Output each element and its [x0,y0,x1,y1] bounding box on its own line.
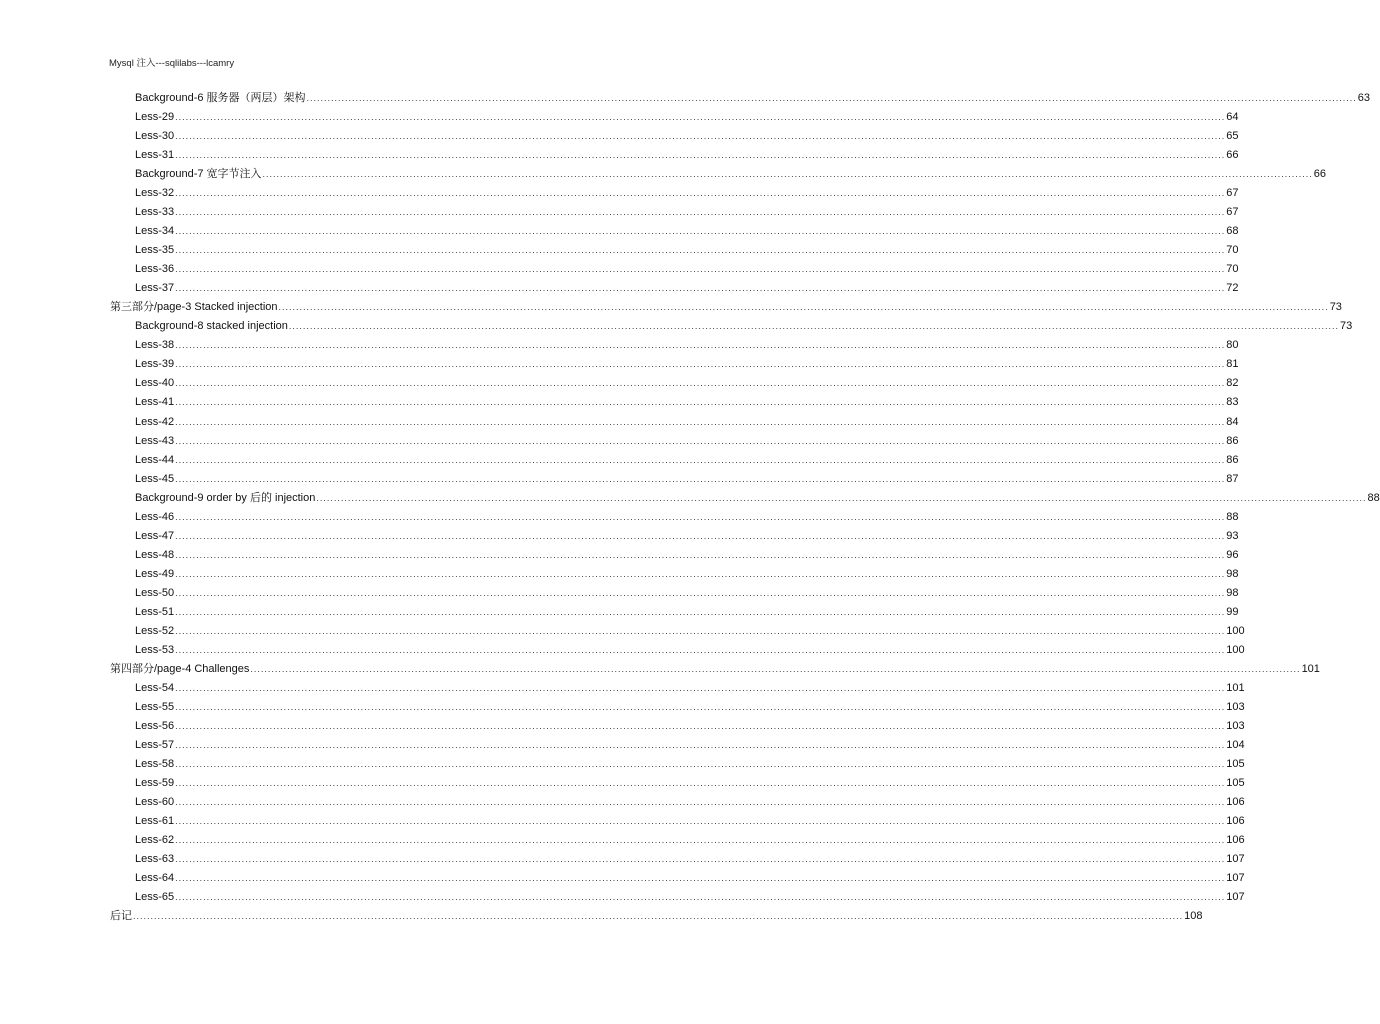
toc-entry[interactable] [135,717,1245,736]
toc-page-number: 106 [1226,815,1245,828]
toc-entry-label: Less-60 [135,796,175,809]
toc-entry-label: 后记 [110,910,132,923]
toc-page-number: 64 [1226,111,1239,124]
toc-entry-label: Less-32 [135,187,175,200]
toc-leader-dots: ............................................................................................................................................................................................................................................................................................................ [175,530,1226,541]
toc-leader-dots: ............................................................................................................................................................................................................................................................................................................ [175,283,1226,294]
toc-page-number: 93 [1226,529,1239,542]
toc-entry[interactable] [135,108,1239,127]
toc-leader-dots: ............................................................................................................................................................................................................................................................................................................ [175,854,1226,865]
toc-entry-label: Background-8 stacked injection [135,320,288,333]
toc-page-number: 87 [1226,472,1239,485]
toc-entry-label: Less-45 [135,472,175,485]
toc-entry[interactable] [135,127,1239,146]
toc-page-number: 101 [1301,662,1320,675]
toc-leader-dots: ............................................................................................................................................................................................................................................................................................................ [175,568,1226,579]
toc-entry[interactable] [135,679,1245,698]
toc-leader-dots: ............................................................................................................................................................................................................................................................................................................ [262,169,1313,180]
toc-leader-dots: ............................................................................................................................................................................................................................................................................................................ [175,511,1226,522]
toc-page-number: 107 [1226,891,1245,904]
toc-entry[interactable] [135,736,1245,755]
toc-entry[interactable] [110,660,1320,679]
toc-leader-dots: ............................................................................................................................................................................................................................................................................................................ [175,131,1226,142]
toc-entry[interactable] [135,89,1370,108]
toc-page-number: 67 [1226,187,1239,200]
toc-leader-dots: ............................................................................................................................................................................................................................................................................................................ [175,644,1226,655]
toc-entry-label: Less-51 [135,605,175,618]
toc-entry-label: Less-56 [135,719,175,732]
toc-leader-dots: ............................................................................................................................................................................................................................................................................................................ [175,720,1226,731]
toc-leader-dots: ............................................................................................................................................................................................................................................................................................................ [175,682,1226,693]
toc-entry-label: Less-39 [135,358,175,371]
toc-leader-dots: ............................................................................................................................................................................................................................................................................................................ [175,378,1226,389]
toc-entry[interactable] [135,812,1245,831]
toc-leader-dots: ............................................................................................................................................................................................................................................................................................................ [175,473,1226,484]
toc-leader-dots: ............................................................................................................................................................................................................................................................................................................ [175,340,1226,351]
toc-page-number: 108 [1184,910,1203,923]
toc-page-number: 88 [1226,510,1239,523]
toc-leader-dots: ............................................................................................................................................................................................................................................................................................................ [175,606,1226,617]
toc-entry[interactable] [135,888,1245,907]
toc-entry[interactable] [135,869,1245,888]
toc-page-number: 105 [1226,758,1245,771]
toc-leader-dots: ............................................................................................................................................................................................................................................................................................................ [288,321,1340,332]
toc-entry-label: Less-30 [135,130,175,143]
toc-entry[interactable] [135,584,1239,603]
toc-leader-dots: ............................................................................................................................................................................................................................................................................................................ [175,188,1226,199]
toc-entry[interactable] [135,470,1239,489]
toc-entry-label: Less-42 [135,415,175,428]
toc-entry[interactable] [135,546,1239,565]
toc-leader-dots: ............................................................................................................................................................................................................................................................................................................ [175,245,1226,256]
toc-page-number: 99 [1226,605,1239,618]
toc-entry-label: Less-37 [135,282,175,295]
toc-entry[interactable] [135,184,1239,203]
toc-entry[interactable] [135,222,1239,241]
toc-entry[interactable] [135,774,1245,793]
toc-entry-label: Less-46 [135,510,175,523]
toc-entry-label: Background-9 order by 后的 injection [135,491,316,504]
toc-entry[interactable] [135,355,1239,374]
toc-leader-dots: ............................................................................................................................................................................................................................................................................................................ [250,663,1301,674]
toc-leader-dots: ............................................................................................................................................................................................................................................................................................................ [175,873,1226,884]
toc-page-number: 70 [1226,244,1239,257]
toc-entry-label: Less-33 [135,206,175,219]
toc-leader-dots: ............................................................................................................................................................................................................................................................................................................ [175,587,1226,598]
toc-leader-dots: ............................................................................................................................................................................................................................................................................................................ [306,93,1357,103]
toc-entry[interactable] [135,241,1239,260]
toc-leader-dots: ............................................................................................................................................................................................................................................................................................................ [316,492,1367,503]
toc-leader-dots: ............................................................................................................................................................................................................................................................................................................ [175,397,1226,408]
toc-page-number: 84 [1226,415,1239,428]
toc-leader-dots: ............................................................................................................................................................................................................................................................................................................ [175,359,1226,370]
toc-leader-dots: ............................................................................................................................................................................................................................................................................................................ [175,207,1226,218]
toc-entry-label: Less-40 [135,377,175,390]
toc-entry[interactable] [135,413,1239,432]
toc-entry-label: Less-52 [135,624,175,637]
toc-page-number: 105 [1226,777,1245,790]
toc-page-number: 104 [1226,739,1245,752]
toc-page-number: 86 [1226,434,1239,447]
toc-leader-dots: ............................................................................................................................................................................................................................................................................................................ [175,892,1226,903]
toc-entry-label: 第三部分/page-3 Stacked injection [110,301,278,314]
toc-leader-dots: ............................................................................................................................................................................................................................................................................................................ [175,549,1226,560]
toc-leader-dots: ............................................................................................................................................................................................................................................................................................................ [175,778,1226,789]
page-header: Mysql 注入---sqlilabs---lcamry [109,58,235,69]
toc-entry-label: Less-48 [135,548,175,561]
toc-entry-label: Less-44 [135,453,175,466]
toc-page-number: 103 [1226,700,1245,713]
toc-entry-label: Less-65 [135,891,175,904]
toc-leader-dots: ............................................................................................................................................................................................................................................................................................................ [175,112,1226,123]
toc-entry[interactable] [135,793,1245,812]
toc-page-number: 101 [1226,681,1245,694]
toc-entry[interactable] [135,279,1239,298]
toc-entry-label: Background-7 宽字节注入 [135,168,262,181]
toc-entry-label: Less-35 [135,244,175,257]
toc-leader-dots: ............................................................................................................................................................................................................................................................................................................ [175,416,1226,427]
toc-entry[interactable] [135,203,1239,222]
toc-entry[interactable] [135,641,1245,660]
toc-entry-label: Less-54 [135,681,175,694]
toc-page-number: 81 [1226,358,1239,371]
toc-leader-dots: ............................................................................................................................................................................................................................................................................................................ [175,759,1226,770]
toc-entry-label: Less-29 [135,111,175,124]
toc-entry[interactable] [135,755,1245,774]
toc-page-number: 96 [1226,548,1239,561]
toc-page-number: 82 [1226,377,1239,390]
toc-entry[interactable] [135,565,1239,584]
toc-leader-dots: ............................................................................................................................................................................................................................................................................................................ [175,740,1226,751]
toc-page-number: 83 [1226,396,1239,409]
toc-leader-dots: ............................................................................................................................................................................................................................................................................................................ [175,835,1226,846]
toc-page-number: 73 [1329,301,1342,314]
toc-entry-label: Less-63 [135,853,175,866]
toc-entry[interactable] [135,508,1239,527]
toc-page-number: 65 [1226,130,1239,143]
toc-leader-dots: ............................................................................................................................................................................................................................................................................................................ [175,150,1226,161]
toc-entry-label: Less-49 [135,567,175,580]
toc-page-number: 100 [1226,624,1245,637]
toc-entry[interactable] [135,165,1326,184]
toc-entry[interactable] [135,622,1245,641]
toc-entry[interactable] [135,451,1239,470]
toc-entry[interactable] [135,527,1239,546]
toc-entry-label: Less-41 [135,396,175,409]
toc-entry[interactable] [110,298,1342,317]
toc-entry[interactable] [135,432,1239,451]
toc-leader-dots: ............................................................................................................................................................................................................................................................................................................ [175,454,1226,465]
toc-page-number: 86 [1226,453,1239,466]
toc-entry[interactable] [135,146,1239,165]
toc-page-number: 68 [1226,225,1239,238]
toc-page-number: 66 [1313,168,1326,181]
toc-entry-label: Less-34 [135,225,175,238]
toc-page-number: 63 [1357,92,1370,104]
toc-page-number: 80 [1226,339,1239,352]
toc-page-number: 106 [1226,834,1245,847]
toc-leader-dots: ............................................................................................................................................................................................................................................................................................................ [175,701,1226,712]
toc-entry[interactable] [135,393,1239,412]
toc-page-number: 98 [1226,567,1239,580]
toc-leader-dots: ............................................................................................................................................................................................................................................................................................................ [175,226,1226,237]
toc-page-number: 107 [1226,853,1245,866]
toc-page-number: 100 [1226,643,1245,656]
toc-entry-label: Less-47 [135,529,175,542]
toc-page-number: 70 [1226,263,1239,276]
toc-entry-label: Less-31 [135,149,175,162]
toc-page-number: 98 [1226,586,1239,599]
toc-entry-label: Less-58 [135,758,175,771]
toc-page-number: 72 [1226,282,1239,295]
toc-page-number: 88 [1367,491,1380,504]
toc-page-number: 73 [1340,320,1353,333]
toc-leader-dots: ............................................................................................................................................................................................................................................................................................................ [175,435,1226,446]
toc-entry[interactable] [135,260,1239,279]
toc-leader-dots: ............................................................................................................................................................................................................................................................................................................ [175,816,1226,827]
toc-entry-label: Less-59 [135,777,175,790]
toc-entry-label: Less-57 [135,739,175,752]
toc-page-number: 66 [1226,149,1239,162]
toc-entry[interactable] [135,317,1353,336]
toc-entry-label: Less-50 [135,586,175,599]
toc-entry-label: Less-61 [135,815,175,828]
toc-leader-dots: ............................................................................................................................................................................................................................................................................................................ [175,797,1226,808]
toc-entry[interactable] [135,336,1239,355]
toc-entry[interactable] [135,831,1245,850]
toc-entry[interactable] [135,489,1380,508]
toc-entry-label: Less-38 [135,339,175,352]
toc-leader-dots: ............................................................................................................................................................................................................................................................................................................ [278,302,1329,313]
toc-entry-label: Background-6 服务器（两层）架构 [135,92,306,104]
toc-page-number: 103 [1226,719,1245,732]
toc-leader-dots: ............................................................................................................................................................................................................................................................................................................ [175,264,1226,275]
toc-entry-label: Less-36 [135,263,175,276]
toc-entry[interactable] [135,850,1245,869]
toc-entry[interactable] [110,907,1203,926]
toc-leader-dots: ............................................................................................................................................................................................................................................................................................................ [133,911,1184,922]
toc-page-number: 106 [1226,796,1245,809]
toc-entry-label: Less-53 [135,643,175,656]
toc-entry-label: Less-64 [135,872,175,885]
toc-entry-label: Less-62 [135,834,175,847]
toc-entry-label: 第四部分/page-4 Challenges [110,662,250,675]
toc-entry[interactable] [135,603,1239,622]
toc-entry[interactable] [135,698,1245,717]
toc-page-number: 67 [1226,206,1239,219]
toc-entry-label: Less-55 [135,700,175,713]
toc-entry-label: Less-43 [135,434,175,447]
toc-entry[interactable] [135,374,1239,393]
toc-page-number: 107 [1226,872,1245,885]
toc-leader-dots: ............................................................................................................................................................................................................................................................................................................ [175,625,1226,636]
